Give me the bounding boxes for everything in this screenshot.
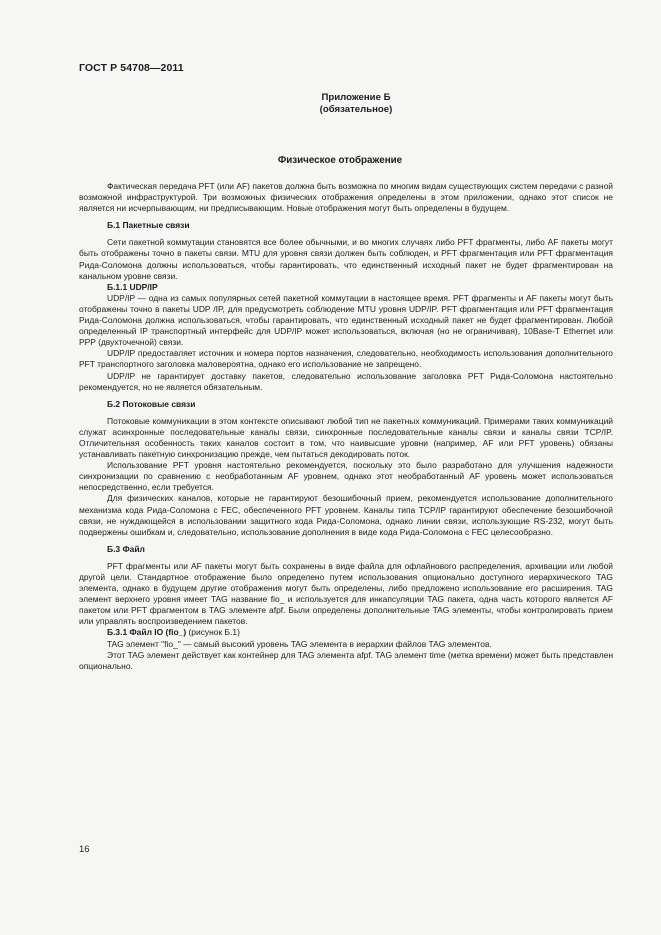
paragraph-b1-1-2: UDP/IP предоставляет источник и номера портов назначения, следовательно, необходимость использования дополнительного PFT транспортного заголовка маловероятна, однако его использование не запрещено. xyxy=(79,348,613,370)
intro-paragraph: Фактическая передача PFT (или AF) пакетов должна быть возможна по многим видам существующих систем передачи с разной возможной инфраструктурой. Три возможных физических отображения определены в этом приложении, однако этот список не является ни исчерпывающим, ни предписывающим. Новые отображения могут быть определены в будущем. xyxy=(79,181,613,214)
annex-title: Приложение Б xyxy=(321,92,391,103)
paragraph-b3-1-1: TAG элемент "fio_" — самый высокий уровень TAG элемента в иерархии файлов TAG элементов. xyxy=(107,638,492,649)
page-number: 16 xyxy=(79,844,90,855)
paragraph-b2-1: Потоковые коммуникации в этом контексте описывают любой тип не пакетных коммуникаций. Примерами таких коммуникаций служат асинхронные последовательные каналы связи, синхронные последовательные каналы связи и каналы связи TCP/IP. Отличительная особенность таких каналов состоит в том, что наивысшие уровни (например, AF или PFT уровень) обязаны устанавливать пакетную синхронизацию прежде, чем пытаться декодировать поток. xyxy=(79,415,613,460)
heading-b1: Б.1 Пакетные связи xyxy=(107,220,190,231)
heading-b2: Б.2 Потоковые связи xyxy=(107,398,196,409)
annex-status: (обязательное) xyxy=(319,104,393,115)
paragraph-b3-1-heading xyxy=(79,627,613,638)
section-title: Физическое отображение xyxy=(277,155,403,166)
paragraph-b1-1-3: UDP/IP не гарантирует доставку пакетов, следовательно использование заголовка PFT Рида-Соломона настоятельно рекомендуется, но не является обязательным. xyxy=(79,370,613,392)
figure-reference: (рисунок Б.1) xyxy=(186,627,240,638)
heading-b1-1: Б.1.1 UDP/IP xyxy=(107,281,158,292)
document-body xyxy=(79,181,613,672)
paragraph-b2-2: Использование PFT уровня настоятельно рекомендуется, поскольку это было разработано для улучшения надежности синхронизации по сравнению с необработанным AF уровнем, однако этот необработанный AF уровень может использоваться непосредственно, если требуется. xyxy=(79,460,613,493)
heading-b3-1: Б.3.1 Файл IO (fio_) xyxy=(107,627,187,638)
paragraph-b3-1: PFT фрагменты или AF пакеты могут быть сохранены в виде файла для офлайнового распределения, архивации или любой другой цели. Стандартное отображение было определено путем использования опционально доступного иерархического TAG элемента, однако в будущем другие отображения могут быть определены, либо предложено использование его расширения. TAG элемент верхнего уровня имеет TAG название fio_ и используется для инкапсуляции TAG пакета, одна часть которого является AF пакетом или PFT фрагментом в TAG элементе afpf. Были определены дополнительные TAG элементы, чтобы контролировать прием или управлять воспроизведением пакетов. xyxy=(79,560,613,627)
standard-header: ГОСТ Р 54708—2011 xyxy=(79,62,184,74)
paragraph-b1-1-1: UDP/IP — одна из самых популярных сетей пакетной коммутации в настоящее время. PFT фрагменты и AF пакеты могут быть отображены точно в пакеты UDP /IP, для предусмотреть соблюдение MTU уровня UDP/IP. PFT фрагментация или PFT фрагментация Рида-Соломона должна использоваться, чтобы гарантировать, что единственный исходный пакет не будет фрагментирован. Любой определенный IP транспортный интерфейс для UDP/IP может использоваться, включая (но не ограничивая), 10Base-T Ethernet или PPP (двухточечной) связи. xyxy=(79,292,613,348)
paragraph-b2-3: Для физических каналов, которые не гарантируют безошибочный прием, рекомендуется использование дополнительного механизма кода Рида-Соломона с FEC, обеспеченного PFT уровнем. Каналы типа TCP/IP гарантируют обеспечение безошибочной связи, не нуждающейся в использовании защитного кода Рида-Соломона, однако линии связи, использующие RS-232, могут быть подвержены ошибкам и, следовательно, использование дополнения в виде кода Рида-Соломона с FEC целесообразно. xyxy=(79,493,613,537)
paragraph-b3-1-2: Этот TAG элемент действует как контейнер для TAG элемента afpf. TAG элемент time (метка времени) может быть представлен опционально. xyxy=(79,649,613,671)
heading-b3: Б.3 Файл xyxy=(107,543,145,554)
paragraph-b1-1: Сети пакетной коммутации становятся все более обычными, и во многих случаях либо PFT фрагменты, либо AF пакеты могут быть отображены точно в пакеты связи. MTU для уровня связи должен быть соблюден, и PFT фрагментация или PFT фрагментация Рида-Соломона должны использоваться, чтобы гарантировать, что единственный исходный пакет не будет фрагментирован на канальном уровне связи. xyxy=(79,237,613,281)
